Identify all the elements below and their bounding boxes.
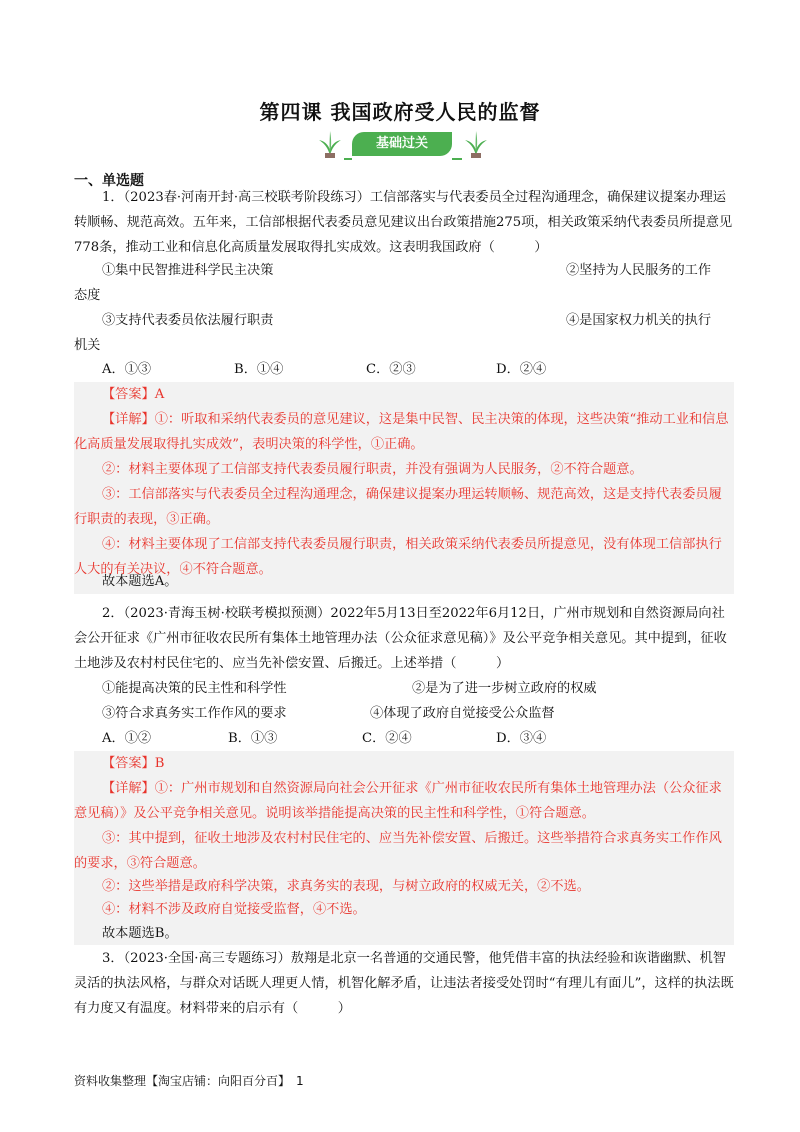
lesson-title: 第四课 我国政府受人民的监督 xyxy=(259,100,541,124)
q1-answer: 【答案】A xyxy=(102,387,165,402)
q2-statement-4: ④体现了政府自觉接受公众监督 xyxy=(370,706,555,721)
q1-choice-c: C．②③ xyxy=(366,362,416,377)
page-footer: 资料收集整理【淘宝店铺：向阳百分百】 1 xyxy=(74,1074,304,1088)
question-2-stem: 2．（2023·青海玉树·校联考模拟预测）2022年5月13日至2022年6月12日，广州市规划和自然资源局向社会公开征求《广州市征收农民所有集体土地管理办法（公众征求意见稿）》及公平竞争相关意见。其中提到，征收土地涉及农村村民住宅的、应当先补偿安置、后搬迁。上述举措（ ） xyxy=(74,606,727,671)
q1-detail-5: 故本题选A。 xyxy=(102,574,178,589)
q2-statement-1: ①能提高决策的民主性和科学性 xyxy=(102,681,287,696)
question-1-stem: 1．（2023春·河南开封·高三校联考阶段练习）工信部落实与代表委员全过程沟通理念，确保建议提案办理运转顺畅、规范高效。五年来，工信部根据代表委员意见建议出台政策措施275项，相关政策采纳代表委员所提意见778条，推动工业和信息化高质量发展取得扎实成效。这表明我国政府（ ） xyxy=(74,190,733,255)
q2-detail-5: 故本题选B。 xyxy=(102,926,178,941)
q1-statement-4-cont: 机关 xyxy=(74,338,101,353)
q1-statement-3: ③支持代表委员依法履行职责 xyxy=(102,313,274,328)
plant-icon xyxy=(464,130,488,158)
q2-answer-box xyxy=(74,751,734,945)
badge-line-left xyxy=(344,158,352,160)
q2-choice-d: D．③④ xyxy=(496,731,547,746)
q2-detail-4: ④：材料不涉及政府自觉接受监督，④不选。 xyxy=(102,902,366,917)
q2-detail-3: ②：这些举措是政府科学决策，求真务实的表现，与树立政府的权威无关，②不选。 xyxy=(102,879,590,894)
q2-detail-2: ③：其中提到，征收土地涉及农村村民住宅的、应当先补偿安置、后搬迁。这些举措符合求真务实工作作风的要求，③符合题意。 xyxy=(74,831,722,871)
q1-detail-1: 【详解】①：听取和采纳代表委员的意见建议，这是集中民智、民主决策的体现，这些决策“推动工业和信息化高质量发展取得扎实成效”，表明决策的科学性，①正确。 xyxy=(74,412,729,452)
q1-choice-b: B．①④ xyxy=(234,362,284,377)
q2-detail-1: 【详解】①：广州市规划和自然资源局向社会公开征求《广州市征收农民所有集体土地管理办法（公众征求意见稿）》及公平竞争相关意见。说明该举措能提高决策的民主性和科学性，①符合题意。 xyxy=(74,781,722,821)
q1-statement-4: ④是国家权力机关的执行 xyxy=(566,313,712,328)
section-badge xyxy=(318,130,488,160)
plant-icon xyxy=(318,130,342,158)
q2-choice-c: C．②④ xyxy=(362,731,412,746)
section-heading: 一、单选题 xyxy=(74,173,144,189)
q2-statement-2: ②是为了进一步树立政府的权威 xyxy=(412,681,597,696)
q2-choice-a: A．①② xyxy=(102,731,152,746)
q1-detail-2: ②：材料主要体现了工信部支持代表委员履行职责，并没有强调为人民服务，②不符合题意。 xyxy=(102,462,643,477)
q1-detail-3: ③：工信部落实与代表委员全过程沟通理念，确保建议提案办理运转顺畅、规范高效，这是支持代表委员履行职责的表现，③正确。 xyxy=(74,487,722,527)
q2-statement-3: ③符合求真务实工作作风的要求 xyxy=(102,706,287,721)
badge-label: 基础过关 xyxy=(352,132,452,156)
question-3-stem: 3．（2023·全国·高三专题练习）敖翔是北京一名普通的交通民警，他凭借丰富的执法经验和诙谐幽默、机智灵活的执法风格，与群众对话既人理更人情，机智化解矛盾，让违法者接受处罚时“有理儿有面儿”，这样的执法既有力度又有温度。材料带来的启示有（ ） xyxy=(74,951,734,1016)
q1-statement-2-cont: 态度 xyxy=(74,288,101,303)
q2-choice-b: B．①③ xyxy=(228,731,278,746)
q1-choice-a: A．①③ xyxy=(102,362,152,377)
q1-statement-1: ①集中民智推进科学民主决策 xyxy=(102,263,274,278)
q1-statement-2: ②坚持为人民服务的工作 xyxy=(566,263,712,278)
q1-choice-d: D．②④ xyxy=(496,362,547,377)
q2-answer: 【答案】B xyxy=(102,756,165,771)
q1-answer-box xyxy=(74,382,734,594)
badge-line-right xyxy=(452,158,462,160)
q1-detail-4: ④：材料主要体现了工信部支持代表委员履行职责，相关政策采纳代表委员所提意见，没有体现工信部执行人大的有关决议，④不符合题意。 xyxy=(74,537,722,577)
